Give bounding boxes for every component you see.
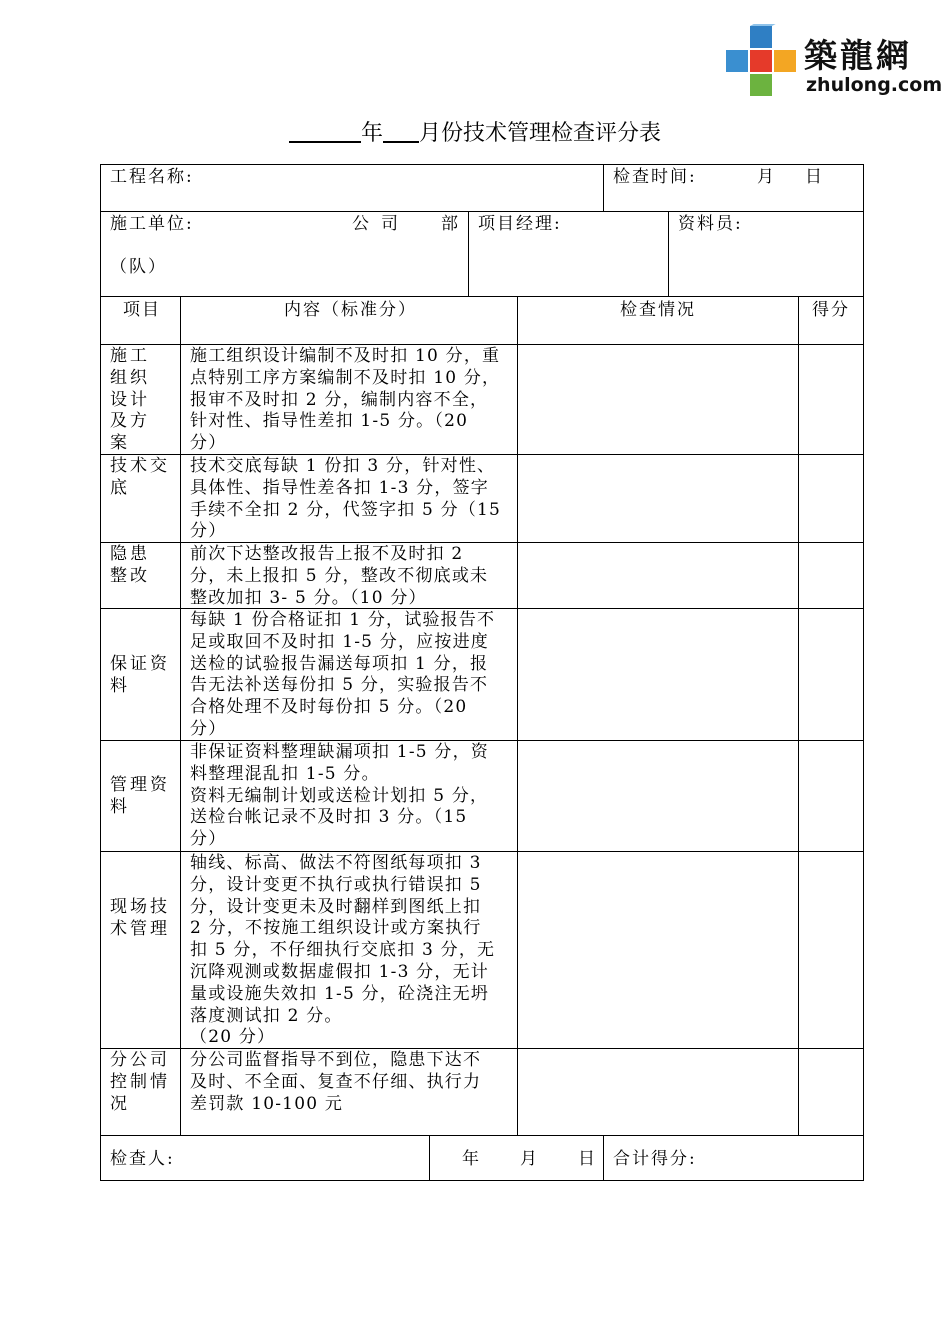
row-divider	[100, 296, 864, 297]
project-name-label: 工程名称:	[110, 167, 194, 187]
table-border-bottom	[100, 1180, 864, 1181]
col-divider	[180, 296, 181, 1135]
col-header-score: 得分	[812, 300, 850, 320]
department-label: 部	[441, 214, 460, 234]
row-divider	[100, 1135, 864, 1136]
month-blank	[383, 119, 419, 143]
footer-month-label: 月	[520, 1149, 539, 1169]
row-content: 技术交底每缺 1 份扣 3 分，针对性、 具体性、指导性差各扣 1-3 分，签字 手续不全扣 2 分，代签字扣 5 分（15 分）	[190, 456, 502, 542]
construction-unit-label: 施工单位:	[110, 214, 194, 234]
col-divider	[603, 164, 604, 211]
footer-year-label: 年	[462, 1149, 481, 1169]
zhulong-logo	[720, 24, 943, 102]
table-border-right	[863, 164, 864, 1181]
row-content: 每缺 1 份合格证扣 1 分，试验报告不 足或取回不及时扣 1-5 分，应按进度 送检的试验报告漏送每项扣 1 分，报 告无法补送每份扣 5 分，实验报告不 合格处理不及时每份扣 5 分。（20 分）	[190, 610, 496, 739]
check-month-label: 月	[757, 167, 776, 187]
team-label: （队）	[110, 257, 167, 277]
project-manager-label: 项目经理:	[478, 214, 562, 234]
col-divider	[468, 211, 469, 296]
col-divider	[603, 1135, 604, 1180]
col-divider	[429, 1135, 430, 1180]
row-divider	[100, 211, 864, 212]
row-item-label: 施工 组织 设计 及方 案	[110, 346, 150, 454]
row-divider	[100, 344, 864, 345]
row-item-label: 分公司 控制情 况	[110, 1050, 170, 1114]
row-content: 非保证资料整理缺漏项扣 1-5 分，资 料整理混乱扣 1-5 分。 资料无编制计划或送检计划扣 5 分， 送检台帐记录不及时扣 3 分。（15 分）	[190, 742, 489, 850]
row-item-label: 保证资 料	[110, 654, 170, 696]
check-time-label: 检查时间:	[613, 167, 697, 187]
cube-logo-icon	[720, 24, 804, 102]
check-day-label: 日	[805, 167, 824, 187]
col-divider	[668, 211, 669, 296]
footer-day-label: 日	[578, 1149, 597, 1169]
row-item-label: 管理资 料	[110, 775, 170, 817]
row-item-label: 技术交 底	[110, 456, 170, 498]
row-item-label: 现场技 术管理	[110, 897, 170, 939]
document-clerk-label: 资料员:	[678, 214, 743, 234]
company-label: 公司	[352, 214, 410, 234]
table-border-top	[100, 164, 864, 165]
col-divider	[798, 296, 799, 1135]
row-divider	[100, 851, 864, 852]
row-content: 轴线、标高、做法不符图纸每项扣 3 分，设计变更不执行或执行错误扣 5 分，设计变更未及时翻样到图纸上扣 2 分，不按施工组织设计或方案执行 扣 5 分，不仔细执行交底扣 3 分，无 沉降观测或数据虚假扣 1-3 分，无计 量或设施失效扣 1-5 分，砼浇注无坍 落度测试扣 2 分。 （20 分）	[190, 853, 496, 1048]
row-item-label: 隐患 整改	[110, 544, 150, 586]
col-header-inspection: 检查情况	[620, 300, 696, 320]
col-divider	[517, 296, 518, 1135]
page-title	[0, 116, 950, 147]
title-year-suffix: 年	[360, 121, 383, 146]
table-border-left	[100, 164, 101, 1181]
row-content: 施工组织设计编制不及时扣 10 分，重 点特别工序方案编制不及时扣 10 分， 报审不及时扣 2 分，编制内容不全， 针对性、指导性差扣 1-5 分。（20 分）	[190, 346, 501, 454]
year-blank	[289, 119, 361, 143]
logo-english-text: zhulong.com	[806, 74, 943, 96]
col-header-item: 项目	[123, 300, 161, 320]
total-score-label: 合计得分:	[613, 1149, 697, 1169]
row-content: 前次下达整改报告上报不及时扣 2 分，未上报扣 5 分，整改不彻底或未 整改加扣 3- 5 分。（10 分）	[190, 544, 489, 608]
logo-chinese-text: 築龍網	[804, 36, 912, 75]
col-header-content: 内容（标准分）	[284, 300, 417, 320]
row-content: 分公司监督指导不到位，隐患下达不 及时、不全面、复查不仔细、执行力 差罚款 10-100 元	[190, 1050, 482, 1114]
inspector-label: 检查人:	[110, 1149, 175, 1169]
title-month-suffix: 月份技术管理检查评分表	[419, 121, 662, 146]
